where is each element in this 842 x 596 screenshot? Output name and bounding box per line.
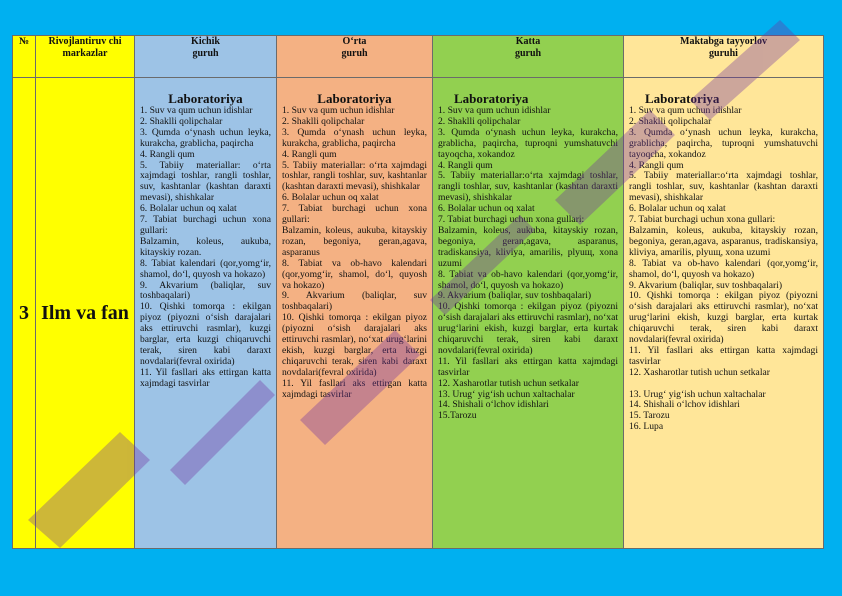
- header-centers: Rivojlantiruv chi markazlar: [36, 36, 135, 78]
- list-item: 11. Yil fasllari aks ettirgan katta xajmdagi tasvirlar: [629, 344, 818, 367]
- list-item: 15.Tarozu: [438, 410, 477, 422]
- list-item: 1. Suv va qum uchun idishlar: [438, 105, 551, 116]
- header-tayyorlov-group: Maktabga tayyorlov guruhi: [624, 36, 824, 78]
- list-item: 1. Suv va qum uchun idishlar: [140, 105, 253, 116]
- list-item: 7. Tabiat burchagi uchun xona gullari:: [629, 214, 776, 226]
- list-item: 2. Shaklli qolipchalar: [282, 115, 365, 127]
- list-item: 10. Qishki tomorqa : ekilgan piyoz (piyozni o‘sish darajalari aks ettiruvchi rasmlar), no‘xat urug‘larini ekish, kuzgi barglar, erta kurtak chiqaruvchi terak, siren kabi daraxt novdalari(fevral oxirida): [438, 301, 618, 356]
- list-item: 9. Akvarium (baliqlar, suv toshbaqalari): [282, 290, 427, 313]
- list-item: Balzamin, koleus, aukuba, kitayskiy rozan, begoniya, geran,agava, asparanus, tradiskansiya, kliviya, amarilis, plyuщ, xona uzumi: [438, 224, 618, 269]
- row-ilm-va-fan: [13, 78, 824, 549]
- list-item: 11. Yil fasllari aks ettirgan katta xajmdagi tasvirlar: [282, 377, 427, 400]
- list-item: 5. Tabiiy materiallar: o‘rta xajmdagi toshlar, rangli toshlar, suv, kashtanlar (kashtan daraxti mevasi), shishkalar: [282, 159, 427, 193]
- list-item: Balzamin, koleus, aukuba, kitayskiy rozan, begoniya, geran,agava, asparanus: [282, 224, 427, 258]
- list-item: 12. Xasharotlar tutish uchun setkalar: [438, 377, 579, 389]
- list-item: 7. Tabiat burchagi uchun xona gullari:: [438, 214, 585, 226]
- list-item: 10. Qishki tomorqa : ekilgan piyoz (piyozni o‘sish darajalari aks ettiruvchi rasmlar), kuzgi barglar, erta kuzgi chiqaruvchi terak, siren kabi daraxt novdalari(fevral oxirida): [140, 301, 271, 367]
- list-item: 6. Bolalar uchun oq xalat: [282, 192, 379, 204]
- list-item: 12. Xasharotlar tutish uchun setkalar: [629, 366, 770, 378]
- list-item: 13. Urug‘ yig‘ish uchun xaltachalar: [438, 388, 575, 400]
- row-number: 3: [13, 78, 36, 549]
- list-item: 14. Shishali o‘lchov idishlari: [438, 399, 549, 411]
- list-item: 3. Qumda o‘ynash uchun leyka, kurakcha, grablicha, paqircha: [140, 126, 271, 149]
- list-item: 4. Rangli qum: [438, 159, 493, 171]
- list-item: 9. Akvarium (baliqlar, suv toshbaqalari): [140, 279, 271, 302]
- list-item: 1. Suv va qum uchun idishlar: [629, 105, 742, 116]
- list-item: 11. Yil fasllari aks ettirgan katta xajmdagi tasvirlar: [140, 366, 271, 389]
- header-number: №: [13, 36, 36, 78]
- list-item: Balzamin, koleus, aukuba, kitayskiy rozan.: [140, 235, 271, 258]
- orta-list: [282, 106, 427, 400]
- kichik-column: [135, 78, 277, 549]
- list-item: 2. Shaklli qolipchalar: [629, 115, 712, 127]
- katta-list: [438, 106, 618, 422]
- header-row: [13, 36, 824, 78]
- list-item: 6. Bolalar uchun oq xalat: [140, 203, 237, 215]
- list-item: 4. Rangli qum: [140, 148, 195, 160]
- list-item: 8. Tabiat va ob-havo kalendari (qor,yomg‘ir, shamol, do‘l, quyosh va hokazo): [282, 257, 427, 291]
- list-item: 8. Tabiat va ob-havo kalendari (qor,yomg‘ir, shamol, do‘l, quyosh va hokazo): [438, 268, 618, 291]
- list-item: 11. Yil fasllari aks ettirgan katta xajmdagi tasvirlar: [438, 355, 618, 378]
- list-item: 7. Tabiat burchagi uchun xona gullari:: [282, 203, 427, 226]
- orta-title: Laboratoriya: [317, 91, 392, 106]
- list-item: 2. Shaklli qolipchalar: [438, 115, 521, 127]
- list-item: 4. Rangli qum: [282, 148, 337, 160]
- katta-column: [433, 78, 624, 549]
- list-item: 10. Qishki tomorqa : ekilgan piyoz (piyozni o‘sish darajalari aks ettiruvchi rasmlar), no‘xat urug‘larini ekish, kuzgi barglar, erta kuzgi chiqaruvchi terak, siren kabi daraxt novdalari(fevral oxirida): [282, 312, 427, 378]
- center-name: Ilm va fan: [36, 78, 135, 549]
- list-item: 8. Tabiat kalendari (qor,yomg‘ir, shamol, do‘l, quyosh va hokazo): [140, 257, 271, 280]
- kichik-list: [140, 106, 271, 390]
- list-item: Balzamin, koleus, aukuba, kitayskiy rozan, begoniya, geran,agava, asparanus, tradiskansiya, kliviya, amarilis, plyuщ, xona uzumi: [629, 224, 818, 258]
- list-item: 5. Tabiiy materiallar:o‘rta xajmdagi toshlar, rangli toshlar, suv, kashtanlar (kashtan daraxti mevasi), shishkalar: [629, 170, 818, 204]
- list-item: 13. Urug‘ yig‘ish uchun xaltachalar: [629, 388, 766, 400]
- orta-column: [277, 78, 433, 549]
- tayyorlov-column: [624, 78, 824, 549]
- list-item: 7. Tabiat burchagi uchun xona gullari:: [140, 214, 271, 236]
- list-item: 2. Shaklli qolipchalar: [140, 115, 223, 127]
- list-item: 3. Qumda o‘ynash uchun leyka, kurakcha, grablicha, paqircha: [282, 126, 427, 149]
- list-item: 9. Akvarium (baliqlar, suv toshbaqalari): [629, 279, 783, 291]
- list-item: 16. Lupa: [629, 421, 664, 433]
- header-katta-group: Katta guruh: [433, 36, 624, 78]
- katta-title: Laboratoriya: [454, 91, 529, 106]
- list-item: 9. Akvarium (baliqlar, suv toshbaqalari): [438, 290, 592, 302]
- kichik-title: Laboratoriya: [168, 91, 243, 106]
- list-item: 15. Tarozu: [629, 410, 670, 422]
- tayyorlov-list: [629, 106, 818, 433]
- header-orta-group: O‘rta guruh: [277, 36, 433, 78]
- list-item: 1. Suv va qum uchun idishlar: [282, 105, 395, 116]
- list-item: 10. Qishki tomorqa : ekilgan piyoz (piyozni o‘sish darajalari aks ettiruvchi rasmlar), no‘xat urug‘larini ekish, kuzgi barglar, erta kurtak chiqaruvchi terak, siren kabi daraxt novdalari(fevral oxirida): [629, 290, 818, 346]
- list-item: 3. Qumda o‘ynash uchun leyka, kurakcha, grablicha, paqircha, tuproqni yumshatuvchi tayoqcha, xokandoz: [438, 126, 618, 160]
- list-item: 5. Tabiiy materiallar: o‘rta xajmdagi toshlar, rangli toshlar, suv, kashtanlar (kashtan daraxti mevasi), shishkalar: [140, 159, 271, 204]
- list-item: 6. Bolalar uchun oq xalat: [438, 203, 535, 215]
- list-item: 6. Bolalar uchun oq xalat: [629, 203, 726, 215]
- list-item: 4. Rangli qum: [629, 159, 684, 171]
- list-item: 3. Qumda o‘ynash uchun leyka, kurakcha, grablicha, paqircha, tuproqni yumshatuvchi tayoqcha, xokandoz: [629, 126, 818, 160]
- development-centers-table: [12, 35, 824, 549]
- header-kichik-group: Kichik guruh: [135, 36, 277, 78]
- list-item: 5. Tabiiy materiallar:o‘rta xajmdagi toshlar, rangli toshlar, suv, kashtanlar (kashtan daraxti mevasi), shishkalar: [438, 170, 618, 204]
- list-item: 8. Tabiat va ob-havo kalendari (qor,yomg‘ir, shamol, do‘l, quyosh va hokazo): [629, 257, 818, 280]
- list-item: 14. Shishali o‘lchov idishlari: [629, 399, 740, 411]
- tayyorlov-title: Laboratoriya: [645, 91, 720, 106]
